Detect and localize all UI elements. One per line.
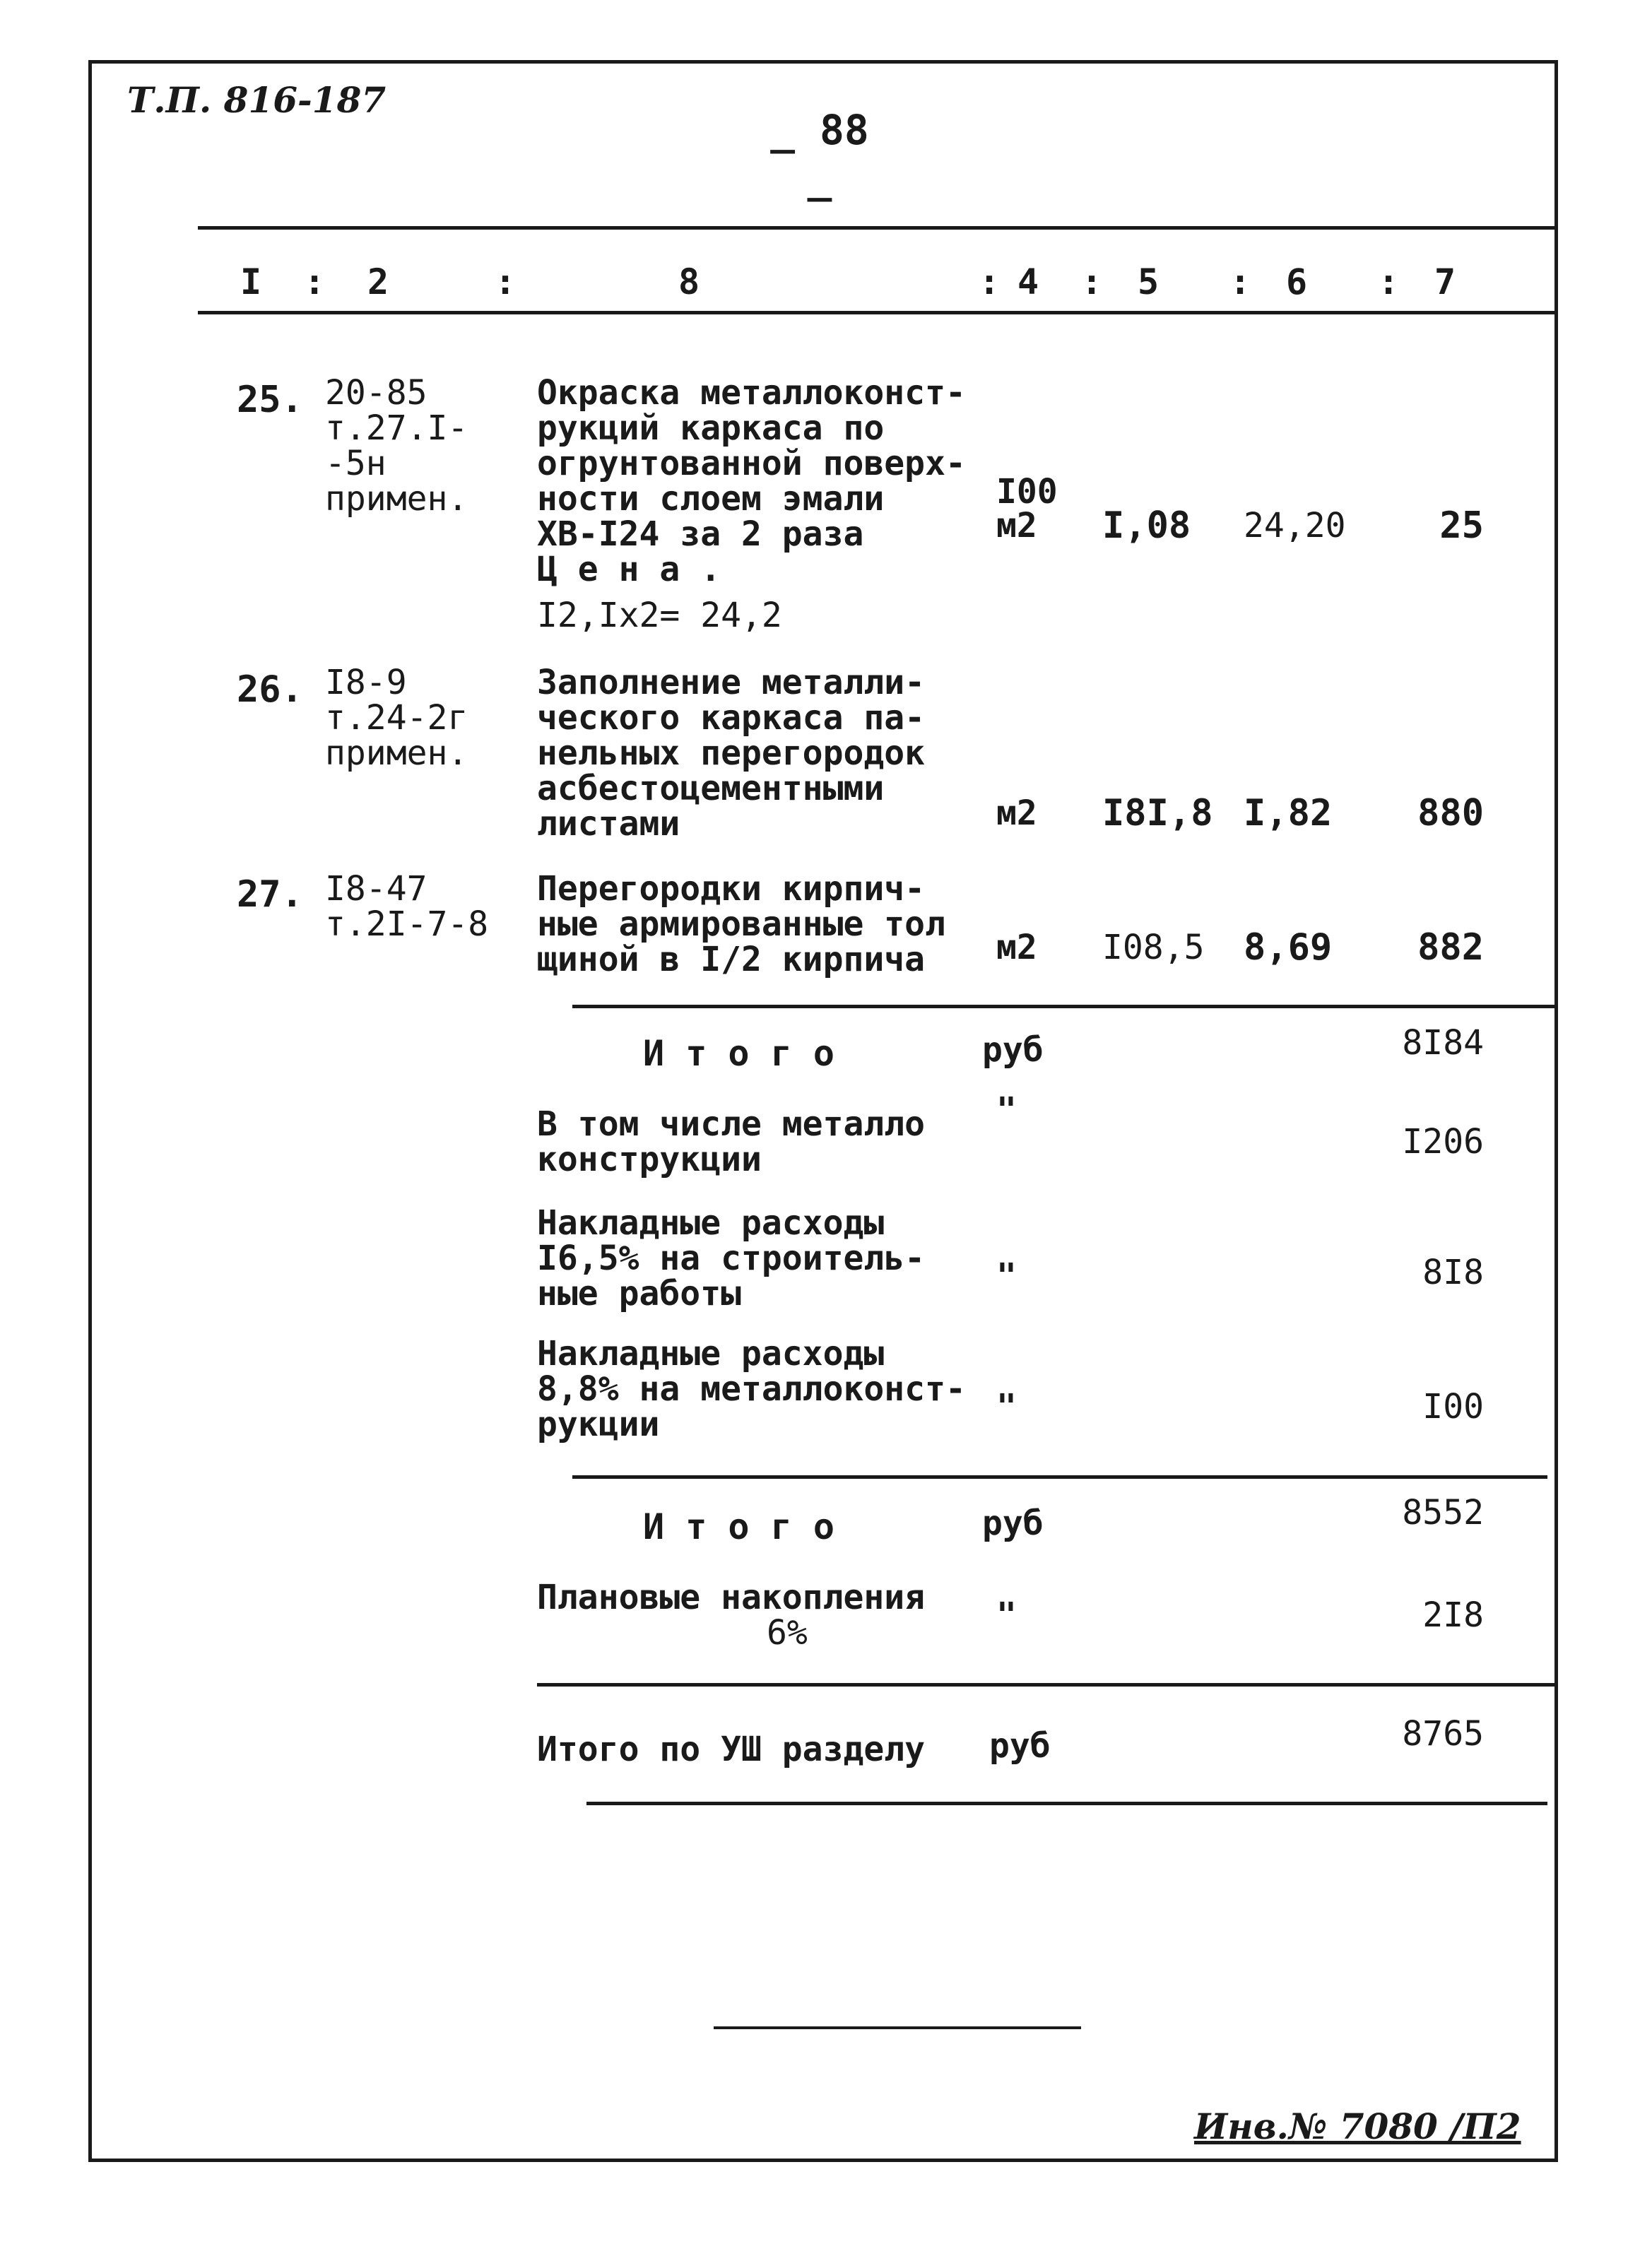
row-description: Заполнение металли- bbox=[537, 663, 926, 702]
summary-label: рукции bbox=[537, 1405, 660, 1444]
row-quantity: I08,5 bbox=[1102, 928, 1205, 967]
row-number: 25. bbox=[237, 379, 303, 421]
header-top-line bbox=[198, 226, 1554, 230]
summary-total: 2I8 bbox=[1422, 1595, 1484, 1635]
row-code: т.27.I- bbox=[325, 408, 468, 448]
section-total-unit: руб bbox=[989, 1726, 1051, 1766]
divider bbox=[537, 1683, 1554, 1687]
summary-total: I00 bbox=[1422, 1387, 1484, 1427]
row-unit-price: 8,69 bbox=[1244, 926, 1333, 969]
row-total: 25 bbox=[1439, 504, 1484, 547]
row-description: Ц е н а . bbox=[537, 550, 721, 589]
row-description: ческого каркаса па- bbox=[537, 698, 926, 738]
summary-unit: " bbox=[996, 1256, 1017, 1296]
section-total-label: Итого по УШ разделу bbox=[537, 1730, 926, 1769]
row-total: 880 bbox=[1417, 792, 1484, 834]
row-description: ХВ-I24 за 2 раза bbox=[537, 514, 864, 554]
row-description: Перегородки кирпич- bbox=[537, 869, 926, 909]
col-sep: : bbox=[979, 261, 1001, 302]
row-description: ные армированные тол bbox=[537, 904, 945, 944]
frame-right bbox=[1554, 60, 1558, 2162]
row-number: 26. bbox=[237, 668, 303, 711]
row-code: примен. bbox=[325, 479, 468, 519]
col-header-7: 7 bbox=[1434, 261, 1456, 302]
summary-label: Плановые накопления bbox=[537, 1578, 926, 1617]
row-code: т.2I-7-8 bbox=[325, 904, 489, 944]
summary-unit: руб bbox=[982, 1030, 1044, 1070]
inventory-stamp: Инв.№ 7080 /П2 bbox=[1194, 2106, 1521, 2147]
frame-bottom bbox=[88, 2159, 1558, 2162]
summary-label: I6,5% на строитель- bbox=[537, 1239, 926, 1278]
summary-label: В том числе металло bbox=[537, 1104, 926, 1144]
row-description: листами bbox=[537, 804, 680, 844]
col-sep: : bbox=[1229, 261, 1251, 302]
summary-total: I206 bbox=[1402, 1122, 1484, 1162]
col-header-4: 4 bbox=[1017, 261, 1039, 302]
row-code: I8-47 bbox=[325, 869, 427, 909]
page-number: _ 88 _ bbox=[770, 106, 869, 202]
row-unit-price: I,82 bbox=[1244, 792, 1333, 834]
row-description: рукций каркаса по bbox=[537, 408, 885, 448]
summary-label: Накладные расходы bbox=[537, 1203, 885, 1243]
summary-label: Накладные расходы bbox=[537, 1334, 885, 1374]
divider bbox=[586, 1802, 1547, 1805]
row-code: -5н bbox=[325, 444, 387, 483]
frame-left bbox=[88, 60, 92, 2162]
row-unit: м2 bbox=[996, 793, 1037, 833]
row-code: примен. bbox=[325, 733, 468, 773]
row-unit: I00 bbox=[996, 472, 1058, 512]
summary-unit: " bbox=[996, 1090, 1017, 1130]
row-quantity: I8I,8 bbox=[1102, 792, 1213, 834]
col-sep: : bbox=[495, 261, 517, 302]
row-total: 882 bbox=[1417, 926, 1484, 969]
row-unit-price: 24,20 bbox=[1244, 506, 1346, 545]
summary-unit: " bbox=[996, 1595, 1017, 1635]
document-code-stamp: Т.П. 816-187 bbox=[127, 79, 387, 121]
row-unit: м2 bbox=[996, 506, 1037, 545]
row-quantity: I,08 bbox=[1102, 504, 1191, 547]
short-divider bbox=[714, 2026, 1081, 2029]
row-code: 20-85 bbox=[325, 373, 427, 413]
row-price-note: I2,Ix2= 24,2 bbox=[537, 596, 782, 635]
summary-total: 8I8 bbox=[1422, 1253, 1484, 1292]
divider bbox=[572, 1005, 1554, 1008]
row-description: Окраска металлоконст- bbox=[537, 373, 966, 413]
row-description: нельных перегородок bbox=[537, 733, 926, 773]
col-header-1: I bbox=[240, 261, 262, 302]
frame-top bbox=[88, 60, 1558, 64]
col-sep: : bbox=[1081, 261, 1103, 302]
row-description: щиной в I/2 кирпича bbox=[537, 940, 926, 979]
row-description: асбестоцементными bbox=[537, 769, 885, 808]
summary-unit: руб bbox=[982, 1504, 1044, 1543]
summary-label: И т о г о bbox=[643, 1506, 834, 1547]
col-sep: : bbox=[1378, 261, 1400, 302]
header-bottom-line bbox=[198, 311, 1554, 314]
col-header-3: 8 bbox=[678, 261, 700, 302]
row-number: 27. bbox=[237, 873, 303, 916]
summary-total: 8552 bbox=[1402, 1493, 1484, 1533]
summary-label: конструкции bbox=[537, 1140, 762, 1179]
col-header-5: 5 bbox=[1138, 261, 1160, 302]
section-total-value: 8765 bbox=[1402, 1714, 1484, 1754]
row-description: ности слоем эмали bbox=[537, 479, 885, 519]
summary-label: ные работы bbox=[537, 1274, 741, 1313]
col-header-2: 2 bbox=[367, 261, 389, 302]
col-header-6: 6 bbox=[1286, 261, 1308, 302]
summary-total: 8I84 bbox=[1402, 1023, 1484, 1063]
summary-label: И т о г о bbox=[643, 1033, 834, 1074]
row-code: I8-9 bbox=[325, 663, 407, 702]
row-unit: м2 bbox=[996, 928, 1037, 967]
summary-label: 8,8% на металлоконст- bbox=[537, 1369, 966, 1409]
row-description: огрунтованной поверх- bbox=[537, 444, 966, 483]
row-code: т.24-2г bbox=[325, 698, 468, 738]
divider bbox=[572, 1475, 1547, 1479]
col-sep: : bbox=[304, 261, 326, 302]
summary-label: 6% bbox=[767, 1613, 808, 1653]
summary-unit: " bbox=[996, 1387, 1017, 1427]
